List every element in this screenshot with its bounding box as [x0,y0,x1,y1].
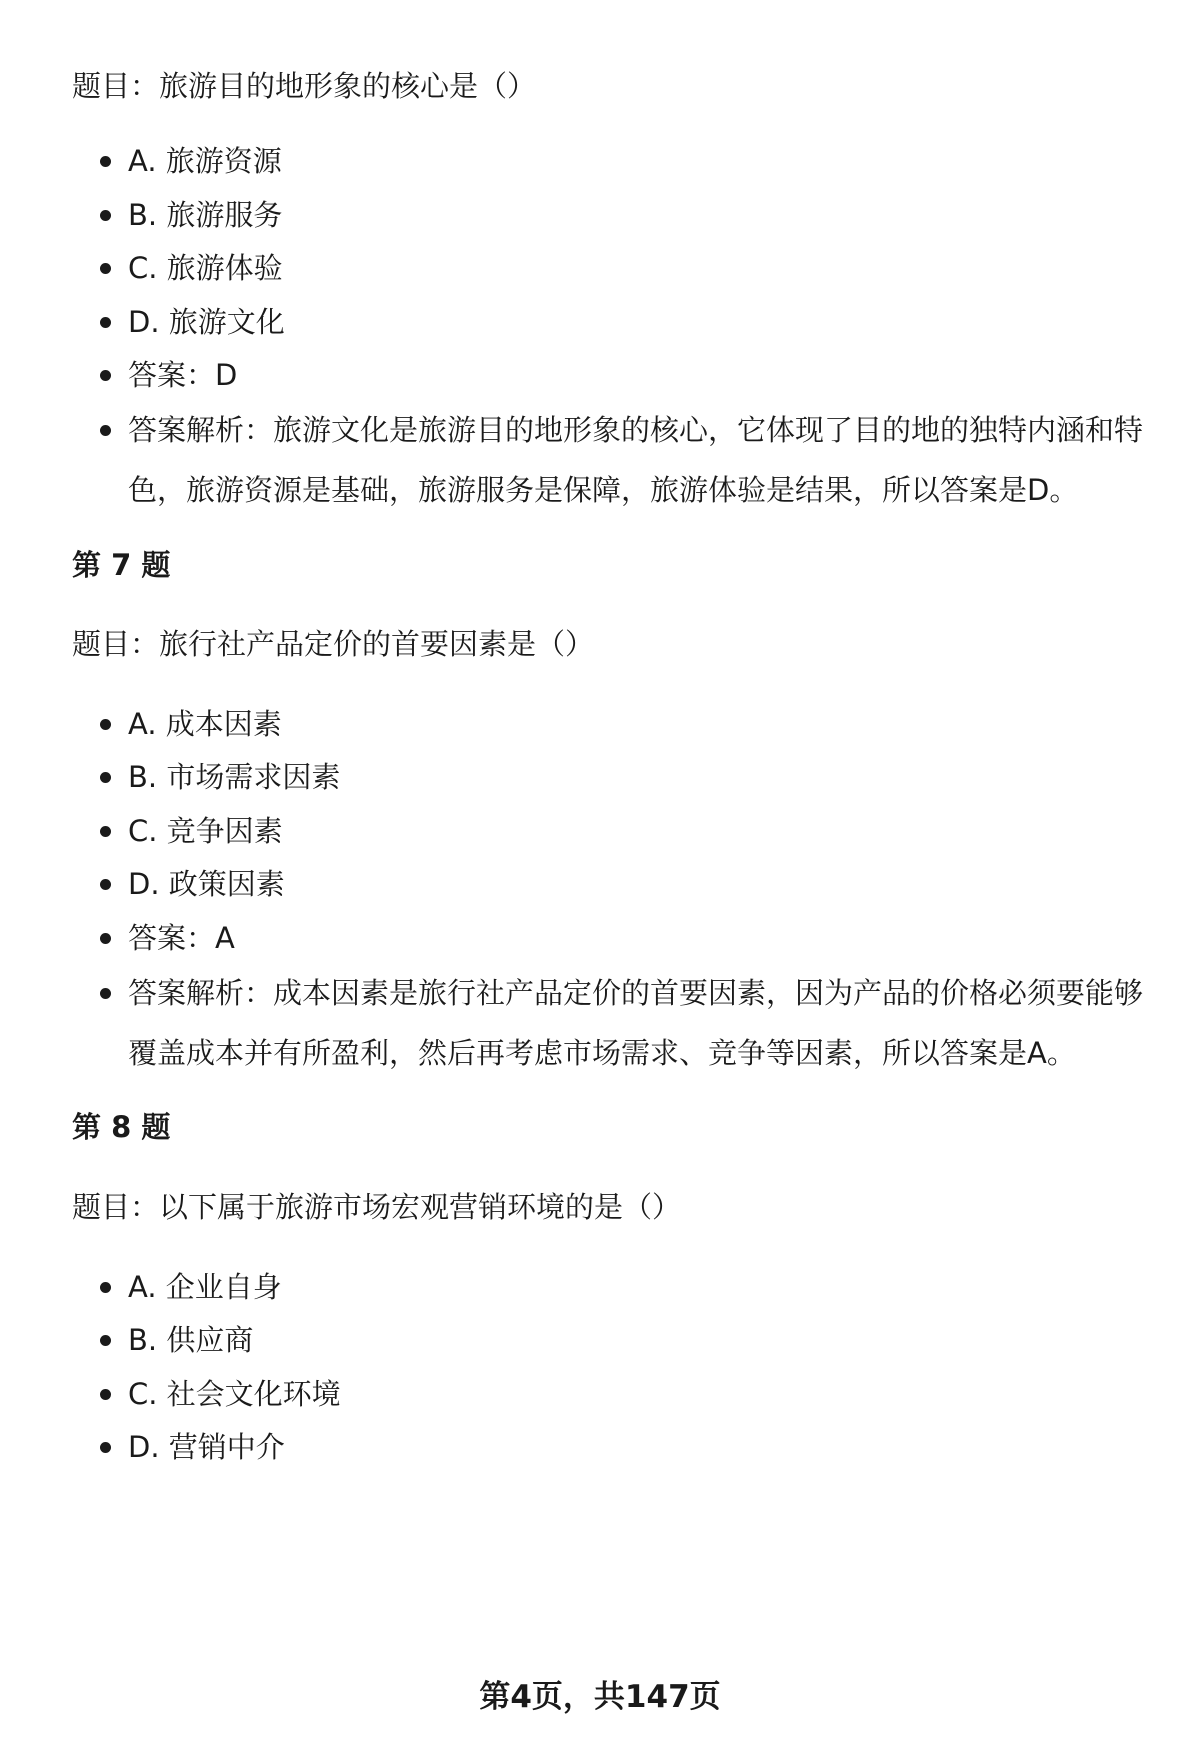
option-d: D. 营销中介 [128,1427,1148,1467]
answer-text: 答案：A [128,918,1148,958]
question-text: 题目：旅行社产品定价的首要因素是（） [72,627,595,661]
option-d: D. 旅游文化 [128,302,1148,342]
question-text: 题目：以下属于旅游市场宏观营销环境的是（） [72,1190,682,1224]
option-c: C. 社会文化环境 [128,1374,1148,1414]
option-a: A. 成本因素 [128,704,1148,744]
question-heading: 第 8 题 [72,1110,171,1144]
option-b: B. 供应商 [128,1320,1148,1360]
answer-analysis: 答案解析：成本因素是旅行社产品定价的首要因素，因为产品的价格必须要能够覆盖成本并有所盈利，然后再考虑市场需求、竞争等因素，所以答案是A。 [128,963,1148,1083]
option-c: C. 旅游体验 [128,248,1148,288]
question-heading: 第 7 题 [72,548,171,582]
option-a: A. 旅游资源 [128,141,1148,181]
option-d: D. 政策因素 [128,864,1148,904]
answer-text: 答案：D [128,355,1148,395]
option-c: C. 竞争因素 [128,811,1148,851]
option-b: B. 旅游服务 [128,195,1148,235]
question-text: 题目：旅游目的地形象的核心是（） [72,69,537,103]
page-number: 第4页，共147页 [479,1679,721,1715]
option-b: B. 市场需求因素 [128,757,1148,797]
answer-analysis: 答案解析：旅游文化是旅游目的地形象的核心，它体现了目的地的独特内涵和特色，旅游资源是基础，旅游服务是保障，旅游体验是结果，所以答案是D。 [128,400,1148,520]
option-a: A. 企业自身 [128,1267,1148,1307]
